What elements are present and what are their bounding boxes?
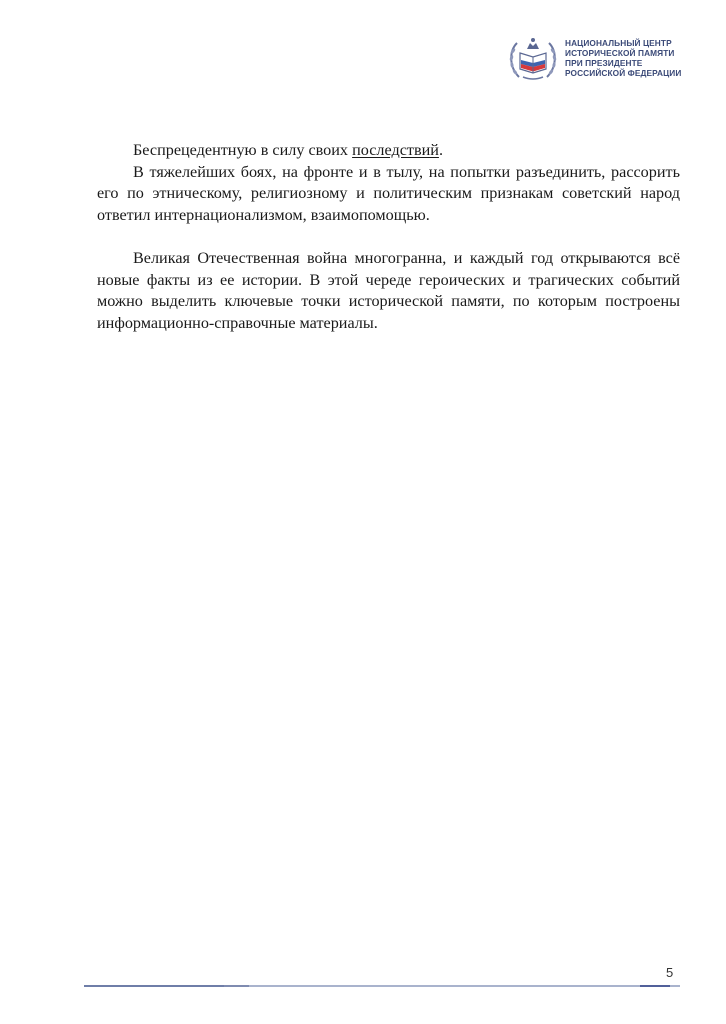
footer-divider-segment (84, 985, 224, 987)
national-center-emblem-icon (505, 33, 561, 85)
footer-divider (84, 985, 680, 987)
header-logo (505, 33, 681, 85)
document-body (97, 140, 680, 334)
paragraph-1 (97, 140, 680, 162)
footer-divider-segment (640, 985, 670, 987)
paragraph-1-text: Беспрецедентную в силу своих (133, 141, 353, 159)
org-name-line-1: НАЦИОНАЛЬНЫЙ ЦЕНТР (565, 38, 672, 49)
underlined-word: последствий (352, 141, 439, 159)
paragraph-3: Великая Отечественная война многогранна, и каждый год открываются всё новые факты из ее истории. В этой череде героических и трагических событий можно выделить ключевые точки исторической памяти, по которым построены информационно-справочные материалы. (97, 248, 680, 332)
org-name-line-4: РОССИЙСКОЙ ФЕДЕРАЦИИ (565, 67, 682, 78)
org-name-line-3: ПРИ ПРЕЗИДЕНТЕ (565, 58, 643, 68)
paragraph-1-end: . (438, 141, 443, 159)
paragraph-spacer (97, 226, 680, 248)
footer-divider-segment (224, 985, 249, 987)
page-number: 5 (666, 965, 674, 980)
org-name-line-2: ИСТОРИЧЕСКОЙ ПАМЯТИ (565, 48, 675, 59)
paragraph-2: В тяжелейших боях, на фронте и в тылу, на попытки разъединить, рассорить его по этническому, религиозному и политическим признакам советский народ ответил интернационализмом, взаимопомощью. (97, 162, 680, 224)
org-name (565, 39, 681, 78)
